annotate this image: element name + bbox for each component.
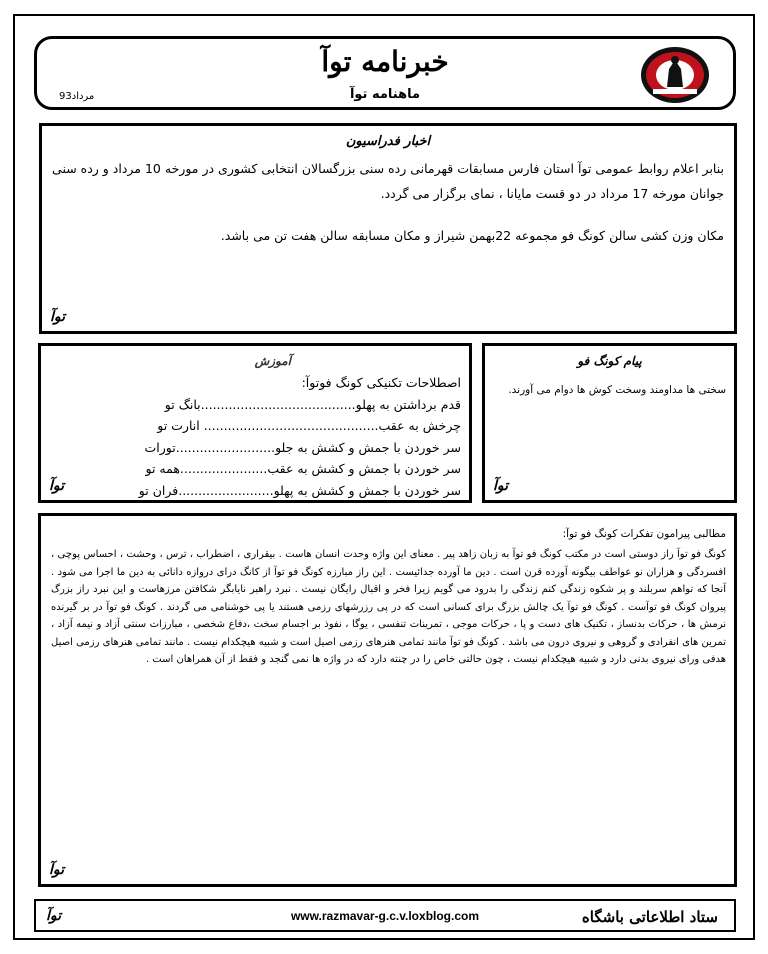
article-box xyxy=(38,513,737,887)
terms-heading: اصطلاحات تکنیکی کونگ فوتوآ: xyxy=(301,375,461,390)
signature: توآ xyxy=(49,478,65,494)
newsletter-header xyxy=(34,36,736,110)
list-item: قدم برداشتن به پهلو.......................................بانگ تو xyxy=(164,396,461,412)
training-box xyxy=(38,343,472,503)
article-body: کونگ فو توآ راز دوستی است در مکتب کونگ فو توآ به زبان زاهد پیر . معنای این واژه وحدت انسان هاست . بیقراری ، اضطراب ، ترس ، وحشت ، احساس پوچی ، افسردگی و هزاران نو عواطف بیگونه آورده قرن است . دین ما آورده جدائیست . این راز مبارزه کونگ فو توآ از کانگ درای دروازه دانائی به دین ما اجرا می شود . آنجا که تواهم سربلند و پر شکوه زندگی کنم زندگی را بدرود می گویم زیرا فخر و اقبال رایگان نیست . نبرد راهبر نایابگر شکافتن مرزهاست و این نبرد راز بزرگ پیروان کونگ فو توآست . کونگ فو توآ یک چالش بزرگ برای کسانی است که در پی رزرشهای رزمی هستند یا پی خوشنامی می گردند . کونگ فو توآ در بر گیرنده نرمش ها ، حرکات بدنساز ، تکنیک های دست و پا ، حرکات موجی ، تمرینات تنفسی ، یوگا ، نفوذ بر اجسام سخت ،دفاع شخصی ، مبارزات سنتی آزاد و نیمه آزاد ، تمرین های انفرادی و گروهی و نیروی درون می باشد . کونگ فو توآ مانند تمامی هنرهای رزمی اصیل است و شبیه هیچکدام نیست . مانند تمامی هنرهای رزمی اصیل هدفی ورای نیروی بدنی دارد و شبیه هیچکدام نیست ، چون حالتی خاص را در چنته دارد که در واژه ها نمی گنجد و فقط از آن همراهان است . xyxy=(51,549,726,665)
federation-news-box xyxy=(39,123,737,334)
message-text: سختی ها مداومند وسخت کوش ها دوام می آورند. xyxy=(508,384,726,396)
signature: توآ xyxy=(49,862,65,878)
list-item: سر خوردن با جمش و کشش به جلو.........................تورات xyxy=(144,439,461,455)
list-item: سر خوردن با جمش و کشش به پهلو........................فران تو xyxy=(138,482,461,498)
signature: توآ xyxy=(493,478,509,494)
news-title: اخبار فدراسیون xyxy=(345,134,431,149)
newsletter-subtitle: ماهنامه توآ xyxy=(349,87,421,102)
footer-bar xyxy=(34,899,736,932)
issue-date: مرداد93 xyxy=(59,91,95,102)
footer-staff-label: ستاد اطلاعاتی باشگاه xyxy=(581,908,718,926)
training-title: آموزش xyxy=(254,354,291,368)
newsletter-title: خبرنامه توآ xyxy=(321,45,449,78)
signature: توآ xyxy=(46,908,62,924)
terms-list xyxy=(41,372,461,501)
signature: توآ xyxy=(50,309,66,325)
kungfu-message-box xyxy=(482,343,737,503)
news-paragraph: بنابر اعلام روابط عمومی توآ استان فارس مسابقات قهرمانی رده سنی بزرگسالان انتخابی کشوری در مورخه 10 مرداد و رده سنی جوانان مورخه 17 مرداد در دو قست مایانا ، نمای برگزار می گردد. xyxy=(52,161,724,201)
news-paragraph: مکان وزن کشی سالن کونگ فو مجموعه 22بهمن شیراز و مکان مسابقه سالن هفت تن می باشد. xyxy=(220,228,724,243)
club-logo-icon xyxy=(639,45,711,105)
list-item: چرخش به عقب............................................ انارت تو xyxy=(157,418,461,433)
website-link[interactable]: www.razmavar-g.c.v.loxblog.com xyxy=(290,909,480,923)
article-heading: مطالبی پیرامون تفکرات کونگ فو توآ: xyxy=(562,528,726,540)
list-item: سر خوردن با جمش و کشش به عقب......................همه تو xyxy=(145,461,461,476)
message-title: پیام کونگ فو xyxy=(577,354,642,368)
